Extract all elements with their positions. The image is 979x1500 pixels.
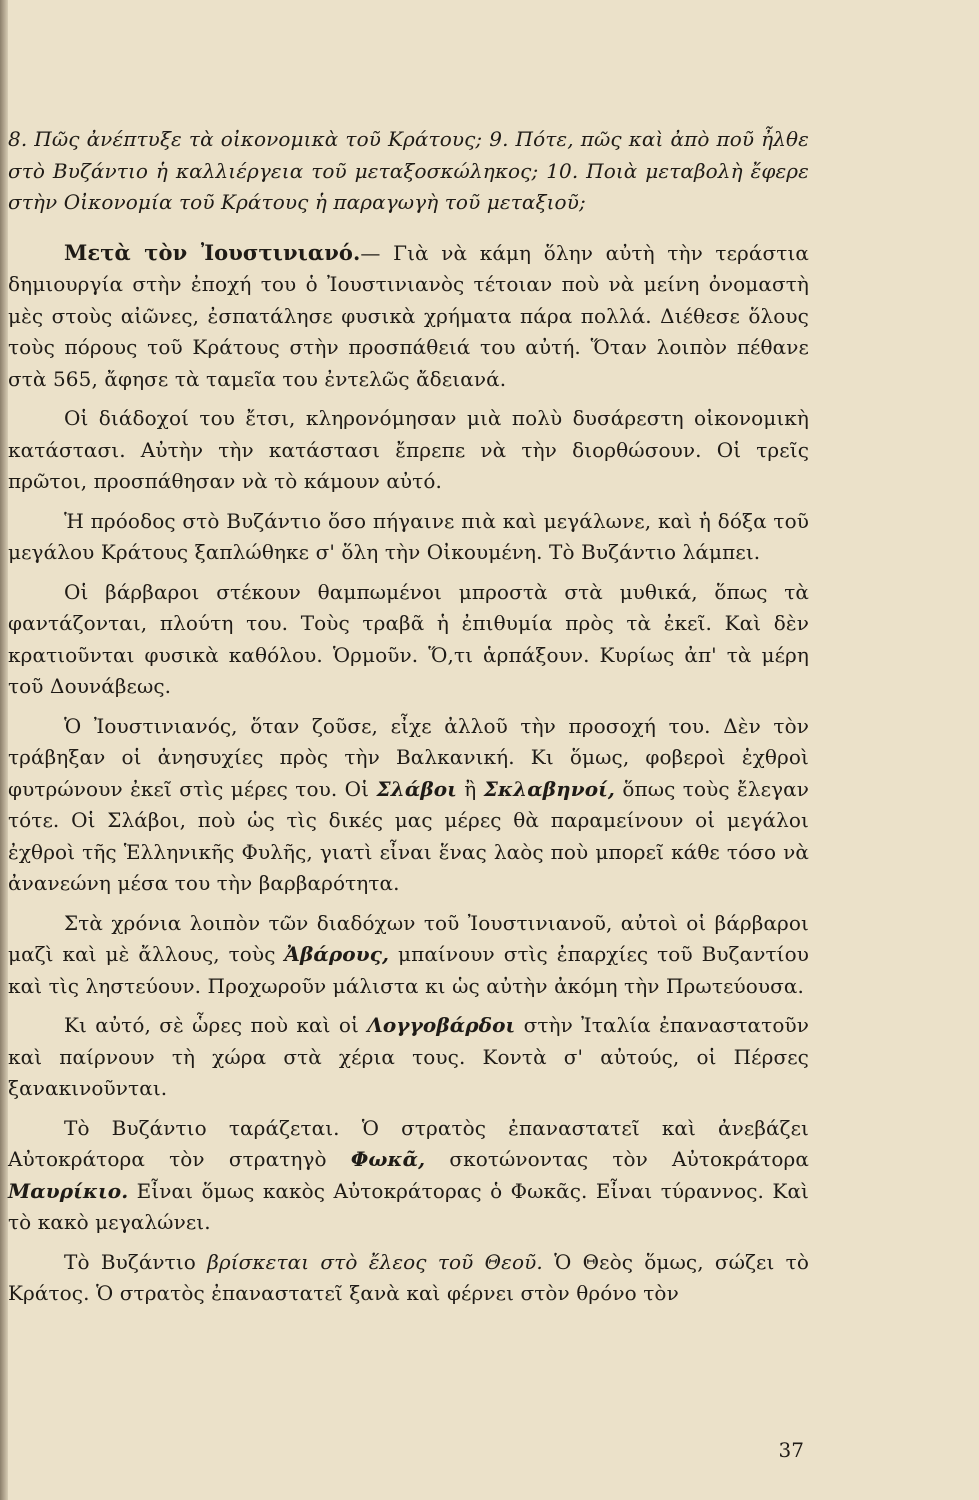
paragraph-barbarians: Οἱ βάρβαροι στέκουν θαμπωμένοι μπροστὰ στὰ μυθικά, ὅπως τὰ φαντάζονται, πλούτη του. Τοὺς τραβᾶ ἡ ἐπιθυμία πρὸς τὰ ἐκεῖ. Καὶ δὲν κρατιοῦνται φυσικὰ καθόλου. Ὁρμοῦν. Ὅ,τι ἁρπάξουν. Κυρίως ἀπ' τὰ μέρη τοῦ Δουνάβεως.: [8, 579, 809, 698]
paragraph-6-text-a: Στὰ χρόνια λοιπὸν τῶν διαδόχων τοῦ Ἰουστινιανοῦ, αὐτοὶ οἱ βάρβαροι μαζὶ καὶ μὲ ἄλλους, τοὺς: [8, 910, 809, 966]
paragraph-successors: Οἱ διάδοχοί του ἔτσι, κληρονόμησαν μιὰ πολὺ δυσάρεστη οἰκονομικὴ κατάστασι. Αὐτὴν τὴν κατάστασι ἔπρεπε νὰ τὴν διορθώσουν. Οἱ τρεῖς πρῶτοι, προσπάθησαν νὰ τὸ κάμουν αὐτό.: [8, 406, 809, 493]
term-lombards: Λογγοβάρδοι: [367, 1013, 516, 1037]
paragraph-8-text-a: Τὸ Βυζάντιο ταράζεται. Ὁ στρατὸς ἐπαναστατεῖ καὶ ἀνεβάζει Αὐτοκράτορα τὸν στρατηγὸ: [8, 1115, 809, 1171]
paragraph-1-text: — Γιὰ νὰ κάμη ὅλην αὐτὴ τὴν τεράστια δημιουργία στὴν ἐποχή του ὁ Ἰουστινιανὸς τέτοιαν ποὺ νὰ μείνη ὀνομαστὴ μὲς στοὺς αἰῶνες, ἐσπατάλησε φυσικὰ χρήματα πάρα πολλά. Διέθεσε ὅλους τοὺς πόρους τοῦ Κράτους στὴν προσπάθειά του αὐτή. Ὅταν λοιπὸν πέθανε στὰ 565, ἄφησε τὰ ταμεῖα του ἐντελῶς ἄδειανά.: [8, 240, 809, 391]
page-content: [8, 124, 809, 1318]
paragraph-6-text-b: μπαίνουν στὶς ἐπαρχίες τοῦ Βυζαντίου καὶ τὶς ληστεύουν. Προχωροῦν μάλιστα κι ὡς αὐτὴν ἀκόμη τὴν Πρωτεύουσα.: [8, 942, 809, 998]
paragraph-7-text-a: Κι αὐτό, σὲ ὧρες ποὺ καὶ οἱ: [64, 1013, 368, 1037]
paragraph-8-text-c: Εἶναι ὅμως κακὸς Αὐτοκράτορας ὁ Φωκᾶς. Εἶναι τύραννος. Καὶ τὸ κακὸ μεγαλώνει.: [8, 1178, 809, 1234]
paragraph-slavs: [8, 711, 809, 900]
paragraph-lombards: [8, 1010, 809, 1105]
page-number: 37: [778, 1438, 804, 1462]
phrase-mercy-of-god: βρίσκεται στὸ ἔλεος τοῦ Θεοῦ.: [207, 1249, 543, 1274]
paragraph-avars: [8, 908, 809, 1003]
paragraph-progress: Ἡ πρόοδος στὸ Βυζάντιο ὅσο πήγαινε πιὰ καὶ μεγάλωνε, καὶ ἡ δόξα τοῦ μεγάλου Κράτους ξαπλώθηκε σ' ὅλη τὴν Οἰκουμένη. Τὸ Βυζάντιο λάμπει.: [8, 508, 809, 564]
term-phokas: Φωκᾶ,: [350, 1147, 426, 1171]
paragraph-8-text-b: σκοτώνοντας τὸν Αὐτοκράτορα: [425, 1147, 809, 1171]
review-questions: 8. Πῶς ἀνέπτυξε τὰ οἰκονομικὰ τοῦ Κράτους; 9. Πότε, πῶς καὶ ἀπὸ ποῦ ἦλθε στὸ Βυζάντιο ἡ καλλιέργεια τοῦ μεταξοσκώληκος; 10. Ποιὰ μεταβολὴ ἔφερε στὴν Οἰκονομία τοῦ Κράτους ἡ παραγωγὴ τοῦ μεταξιοῦ;: [8, 127, 809, 214]
paragraph-phokas: [8, 1113, 809, 1239]
paragraph-mercy-of-god: [8, 1247, 809, 1310]
paragraph-5-text-a: Ὁ Ἰουστινιανός, ὅταν ζοῦσε, εἶχε ἀλλοῦ τὴν προσοχή του. Δὲν τὸν τράβηξαν οἱ ἀνησυχίες πρὸς τὴν Βαλκανική. Κι ὅμως, φοβεροὶ ἐχθροὶ φυτρώνουν ἐκεῖ στὶς μέρες του. Οἱ: [8, 713, 809, 801]
term-maurikios: Μαυρίκιο.: [8, 1178, 129, 1203]
paragraph-5-text-b: ἢ: [456, 776, 484, 801]
term-slavs: Σλάβοι: [376, 776, 457, 801]
paragraph-9-text-a: Τὸ Βυζάντιο: [64, 1249, 208, 1274]
section-heading: Μετὰ τὸν Ἰουστινιανό.: [64, 239, 361, 265]
paragraph-9-text-b: Ὁ Θεὸς ὅμως, σώζει τὸ Κράτος. Ὁ στρατὸς ἐπαναστατεῖ ξανὰ καὶ φέρνει στὸν θρόνο τὸν: [8, 1249, 809, 1305]
term-avars: Ἀβάρους,: [284, 942, 390, 966]
term-sklavinoi: Σκλαβηνοί,: [483, 776, 615, 801]
paragraph-7-text-b: στὴν Ἰταλία ἐπαναστατοῦν καὶ παίρνουν τὴ χώρα στὰ χέρια τους. Κοντὰ σ' αὐτούς, οἱ Πέρσες ξανακινοῦνται.: [8, 1013, 809, 1100]
paragraph-5-text-c: ὅπως τοὺς ἔλεγαν τότε. Οἱ Σλάβοι, ποὺ ὡς τὶς δικές μας μέρες θὰ παραμείνουν οἱ μεγάλοι ἐχθροὶ τῆς Ἑλληνικῆς Φυλῆς, γιατὶ εἶναι ἕνας λαὸς ποὺ μπορεῖ κάθε τόσο νὰ ἀνανεώνη μέσα του τὴν βαρβαρότητα.: [8, 776, 809, 895]
paragraph-after-justinian: [8, 237, 809, 396]
